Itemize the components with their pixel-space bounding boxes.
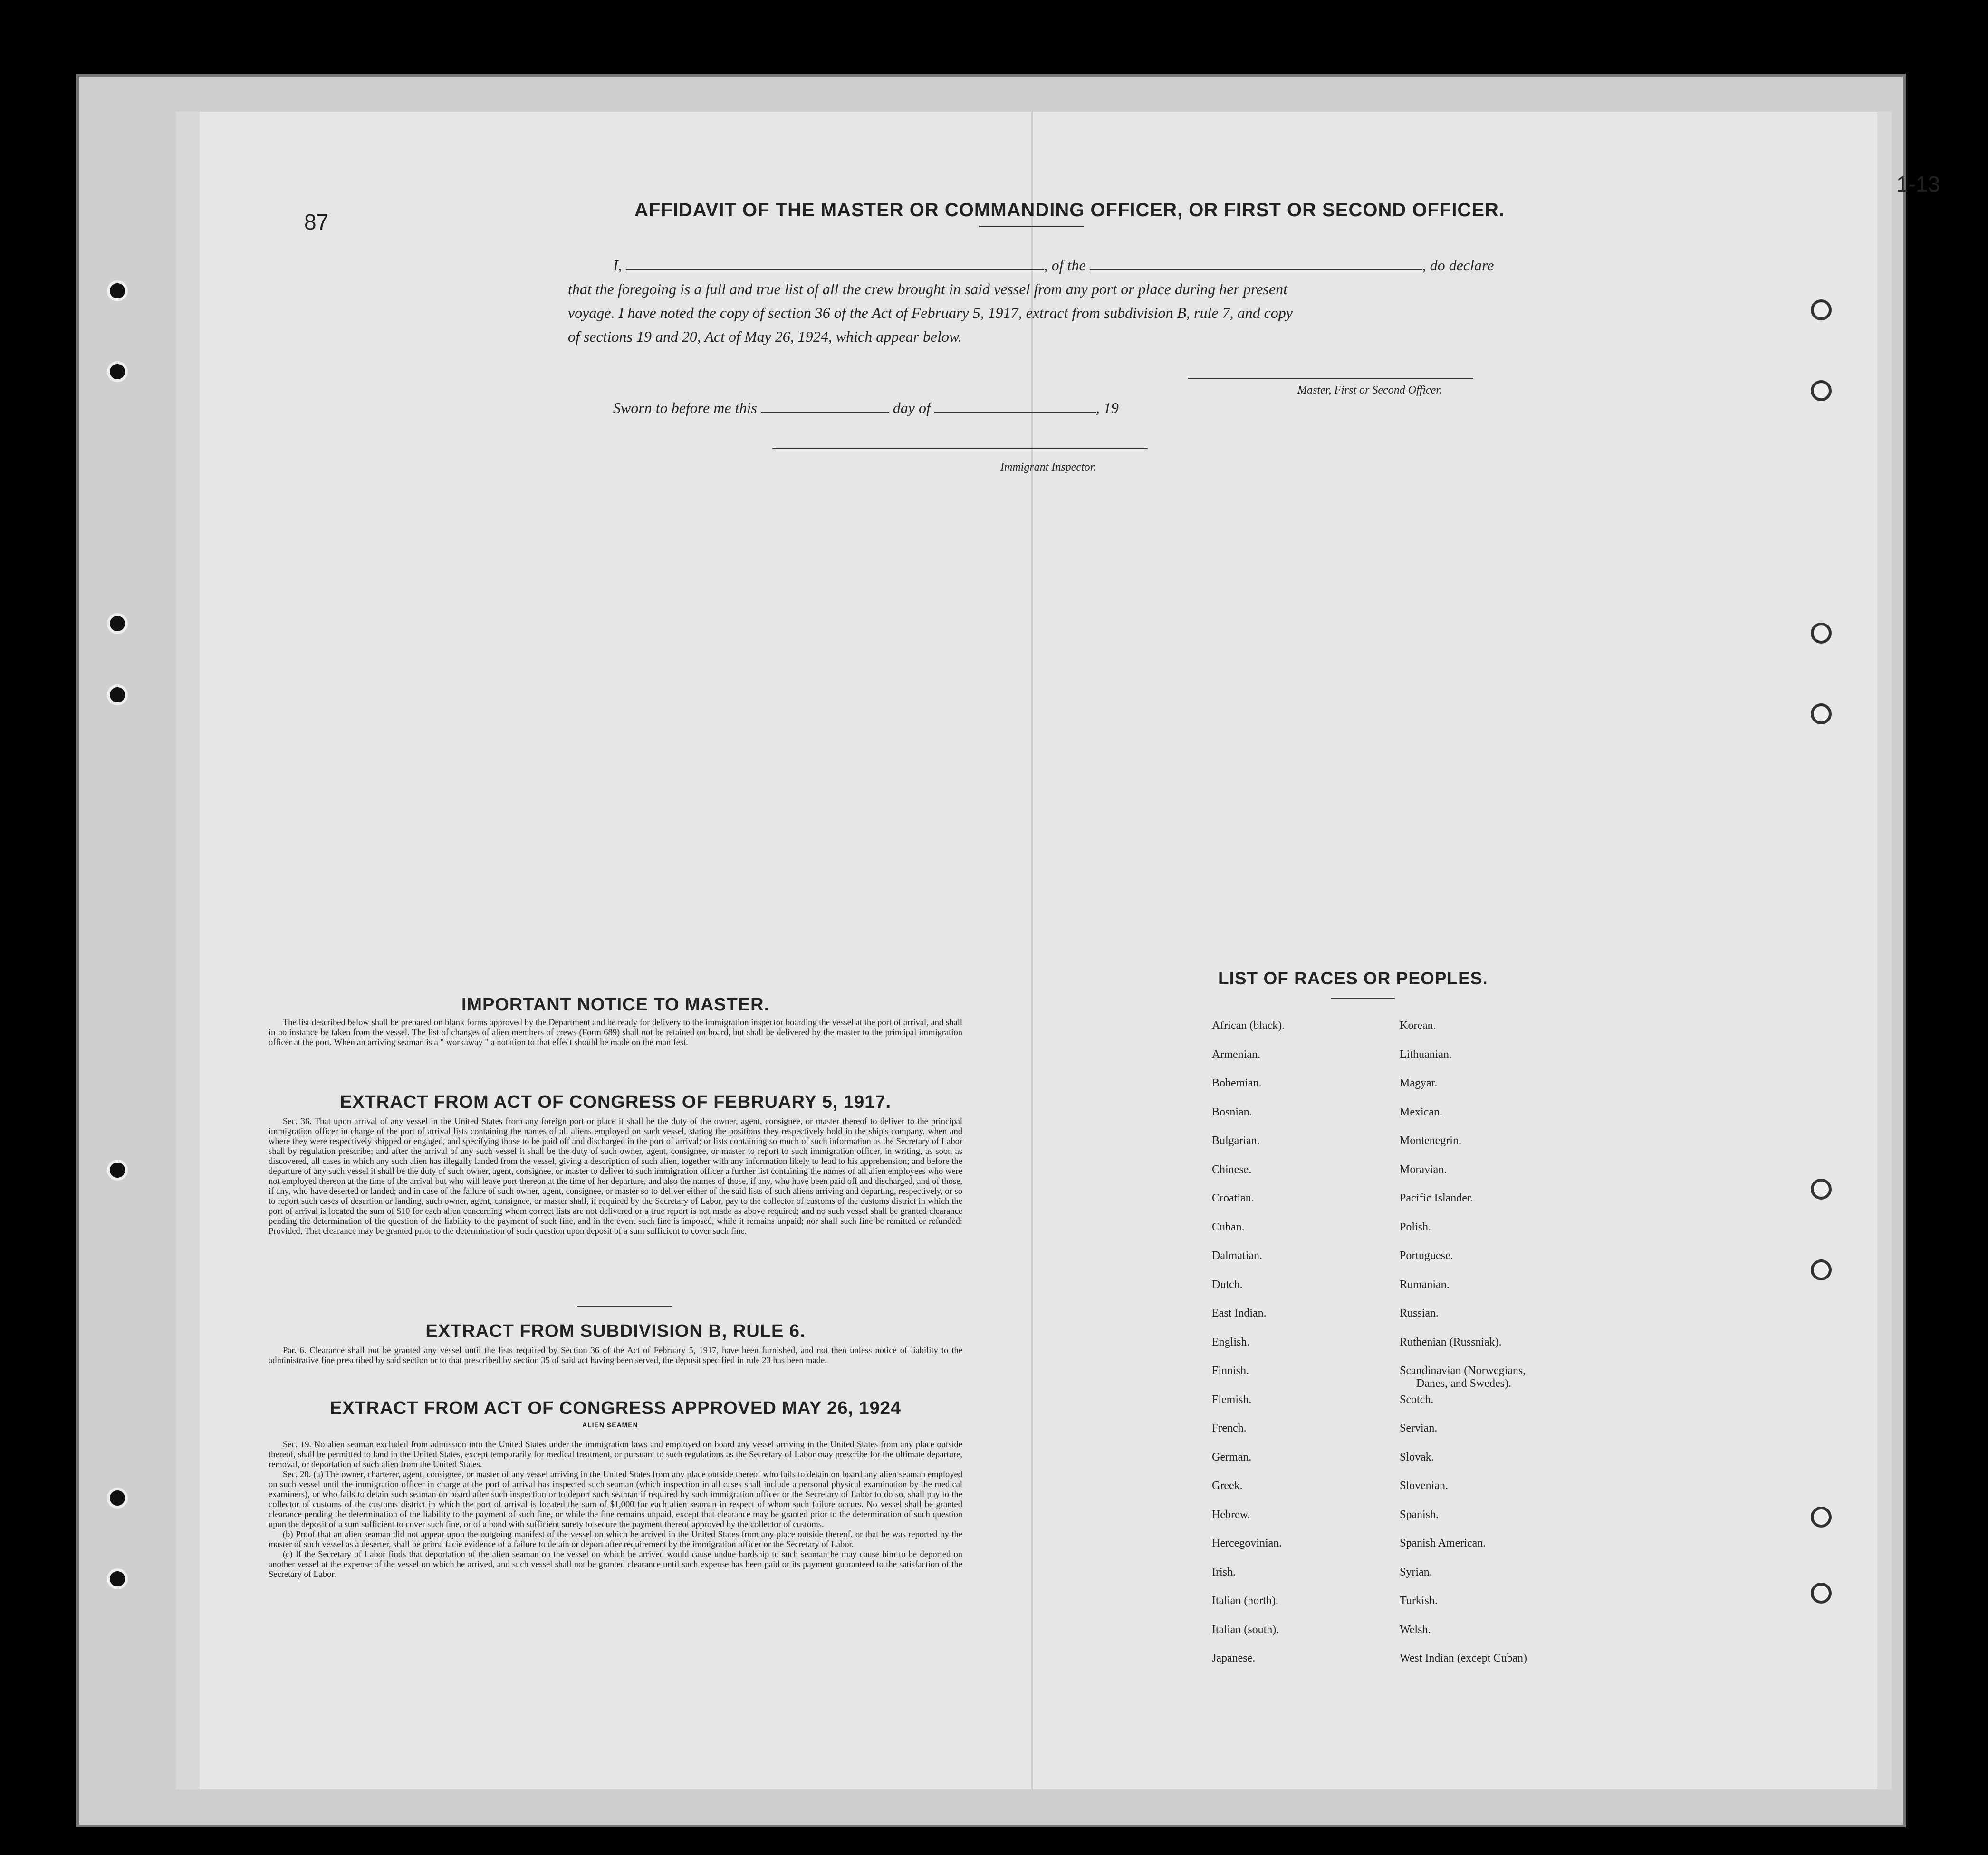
affidavit-line-4: of sections 19 and 20, Act of May 26, 1924, which appear below.	[568, 328, 962, 345]
extract-rule6-title: EXTRACT FROM SUBDIVISION B, RULE 6.	[425, 1321, 806, 1341]
section-20c-paragraph: (c) If the Secretary of Labor finds that deportation of the alien seaman on the vessel on which he arrived would cause undue hardship to such seaman he may cause him to be deported on another vessel at the expense of the vessel on which he arrived, and such vessel shall not be granted clearance until such expense has been paid or its payment guaranteed to the satisfaction of the Secretary of Labor.	[269, 1550, 962, 1579]
extract-rule6-text	[269, 1346, 962, 1366]
race-item: Bulgarian.	[1212, 1134, 1260, 1147]
affidavit-title: AFFIDAVIT OF THE MASTER OR COMMANDING OFFICER, OR FIRST OR SECOND OFFICER.	[634, 200, 1505, 221]
extract-1917-title: EXTRACT FROM ACT OF CONGRESS OF FEBRUARY 5, 1917.	[339, 1092, 892, 1112]
binder-hole	[1811, 623, 1832, 644]
binder-hole	[1811, 1179, 1832, 1200]
section-rule	[577, 1306, 672, 1307]
race-item: Magyar.	[1400, 1077, 1438, 1089]
race-item: English.	[1212, 1336, 1250, 1348]
binder-hole	[1811, 1507, 1832, 1528]
race-item: Hebrew.	[1212, 1508, 1250, 1521]
race-item: Mexican.	[1400, 1105, 1442, 1118]
title-rule	[979, 226, 1084, 227]
race-item: Rumanian.	[1400, 1278, 1450, 1291]
affidavit-line-3: voyage. I have noted the copy of section 36 of the Act of February 5, 1917, extract from subdivision B, rule 7, and copy	[568, 304, 1293, 321]
notice-text	[269, 1018, 962, 1048]
affidavit-of-the-label: , of the	[1044, 257, 1086, 274]
race-item: Greek.	[1212, 1480, 1243, 1492]
handwritten-page-number: 87	[304, 210, 329, 234]
race-item: Scandinavian (Norwegians,	[1400, 1365, 1526, 1377]
race-item: Spanish.	[1400, 1508, 1439, 1521]
binder-hole	[107, 1488, 128, 1509]
race-item: Dutch.	[1212, 1278, 1243, 1291]
sworn-year-label: , 19	[1095, 399, 1119, 416]
inspector-caption: Immigrant Inspector.	[1000, 461, 1096, 473]
binder-hole	[1811, 1259, 1832, 1280]
notice-title: IMPORTANT NOTICE TO MASTER.	[461, 995, 770, 1015]
races-title-rule	[1331, 998, 1395, 999]
race-item: Italian (south).	[1212, 1623, 1279, 1636]
races-title: LIST OF RACES OR PEOPLES.	[1218, 969, 1488, 988]
race-item: Montenegrin.	[1400, 1134, 1461, 1147]
extract-1917-text	[269, 1117, 962, 1237]
race-item: German.	[1212, 1451, 1252, 1463]
affidavit-line-1	[613, 257, 1494, 274]
race-item: East Indian.	[1212, 1307, 1267, 1319]
binder-hole	[107, 1160, 128, 1181]
binder-hole	[1811, 703, 1832, 724]
extract-1924-title: EXTRACT FROM ACT OF CONGRESS APPROVED MAY 26, 1924	[329, 1398, 902, 1418]
section-36-paragraph: Sec. 36. That upon arrival of any vessel in the United States from any foreign port or place it shall be the duty of the owner, agent, consignee, or master thereof to deliver to the principal immigration officer in charge of the port of arrival lists containing the names of all aliens employed on such vessel, stating the positions they respectively hold in the ship's company, when and where they were respectively shipped or engaged, and specifying those to be paid off and discharged in the port of arrival; or lists containing so much of such information as the Secretary of Labor shall by regulation prescribe; and after the arrival of any such vessel it shall be the duty of such owner, agent, consignee, or master to report to such immigration officer, in writing, as soon as discovered, all cases in which any such alien has illegally landed from the vessel, giving a description of such alien, together with any information likely to lead to his apprehension; and before the departure of any such vessel it shall be the duty of such owner, agent, consignee, or master to deliver to such immigration officer a further list containing the names of all alien employees who were not employed thereon at the time of the arrival but who will leave port thereon at the time of her departure, and also the names of those, if any, who have been paid off and discharged, and of those, if any, who have deserted or landed; and in case of the failure of such owner, agent, consignee, or master so to deliver either of the said lists of such aliens arriving and departing, respectively, or so to report such cases of desertion or landing, such owner, agent, consignee, or master shall, if required by the Secretary of Labor, pay to the collector of customs of the customs district in which the port of arrival is located the sum of $10 for each alien concerning whom correct lists are not delivered or a true report is not made as above required; and no such vessel shall be granted clearance pending the determination of the question of the liability to the payment of such fine, and in the event such fine is imposed, while it remains unpaid; nor shall such fine be remitted or refunded: Provided, That clearance may be granted prior to the determination of such question upon deposit of a sum sufficient to cover such fine.	[269, 1117, 962, 1236]
race-item: Pacific Islander.	[1400, 1192, 1473, 1204]
race-item: Flemish.	[1212, 1393, 1252, 1406]
race-item: Danes, and Swedes).	[1416, 1377, 1511, 1390]
race-item: Italian (north).	[1212, 1595, 1278, 1607]
race-item: Cuban.	[1212, 1221, 1245, 1233]
master-signature-line[interactable]	[1188, 378, 1473, 379]
race-item: Welsh.	[1400, 1623, 1431, 1636]
binder-hole	[107, 361, 128, 382]
race-item: West Indian (except Cuban)	[1400, 1652, 1527, 1664]
sworn-day-blank[interactable]	[761, 401, 889, 413]
race-item: Hercegovinian.	[1212, 1537, 1282, 1549]
binder-hole	[107, 280, 128, 301]
affidavit-line-2: that the foregoing is a full and true list of all the crew brought in said vessel from any port or place during her present	[568, 280, 1287, 298]
binder-hole	[107, 684, 128, 705]
sworn-prefix: Sworn to before me this	[613, 399, 757, 416]
race-item: Polish.	[1400, 1221, 1431, 1233]
race-item: Russian.	[1400, 1307, 1439, 1319]
handwritten-folio-number: 1-13	[1896, 172, 1940, 196]
race-item: Japanese.	[1212, 1652, 1256, 1664]
race-item: Slovak.	[1400, 1451, 1434, 1463]
race-item: Bohemian.	[1212, 1077, 1262, 1089]
alien-seamen-caption: ALIEN SEAMEN	[582, 1421, 638, 1429]
sworn-day-label: day of	[893, 399, 931, 416]
race-item: Moravian.	[1400, 1163, 1447, 1176]
notice-paragraph: The list described below shall be prepared on blank forms approved by the Department and be ready for delivery to the immigration inspector boarding the vessel at the port of arrival, and shall in no instance be taken from the vessel. The list of changes of alien members of crews (Form 689) shall not be retained on board, but shall be delivered by the master to the principal immigration officer at the port. When an arriving seaman is a " workaway " a notation to that effect should be made on the manifest.	[269, 1018, 962, 1048]
affidavit-i-label: I,	[613, 257, 622, 274]
binder-hole	[107, 1568, 128, 1589]
binder-hole	[1811, 1583, 1832, 1604]
sworn-line	[613, 399, 1119, 417]
race-item: African (black).	[1212, 1019, 1285, 1032]
officer-name-blank[interactable]	[626, 258, 1044, 270]
race-item: Turkish.	[1400, 1595, 1438, 1607]
race-item: Ruthenian (Russniak).	[1400, 1336, 1502, 1348]
race-item: Scotch.	[1400, 1393, 1434, 1406]
section-19-paragraph: Sec. 19. No alien seaman excluded from admission into the United States under the immigration laws and employed on board any vessel arriving in the United States from any place outside thereof, shall be permitted to land in the United States, except temporarily for medical treatment, or pursuant to such regulations as the Secretary of Labor may prescribe for the ultimate departure, removal, or deportation of such alien from the United States.	[269, 1440, 962, 1470]
binder-hole	[107, 613, 128, 634]
binder-hole	[1811, 299, 1832, 320]
master-caption: Master, First or Second Officer.	[1297, 384, 1442, 396]
vessel-name-blank[interactable]	[1090, 258, 1422, 270]
race-item: Lithuanian.	[1400, 1048, 1452, 1061]
race-item: Spanish American.	[1400, 1537, 1486, 1549]
extract-1924-text	[269, 1440, 962, 1580]
race-item: Irish.	[1212, 1566, 1236, 1578]
race-item: Korean.	[1400, 1019, 1436, 1032]
binder-hole	[1811, 380, 1832, 401]
page-fold	[1031, 112, 1033, 1789]
race-item: Portuguese.	[1400, 1249, 1453, 1262]
race-item: Finnish.	[1212, 1365, 1249, 1377]
race-item: Bosnian.	[1212, 1105, 1252, 1118]
sworn-month-blank[interactable]	[934, 401, 1096, 413]
race-item: Armenian.	[1212, 1048, 1260, 1061]
race-item: Chinese.	[1212, 1163, 1252, 1176]
race-item: Syrian.	[1400, 1566, 1432, 1578]
race-item: French.	[1212, 1422, 1247, 1434]
section-20a-paragraph: Sec. 20. (a) The owner, charterer, agent, consignee, or master of any vessel arriving in the United States from any place outside thereof who fails to detain on board any alien seaman employed on such vessel until the immigration officer in charge at the port of arrival has inspected such seaman (which inspection in all cases shall include a personal physical examination by the medical examiners), or who fails to detain such seaman on board after such inspection or to deport such seaman if required by such immigration officer or the Secretary of Labor to do so, shall pay to the collector of customs of the customs district in which the port of arrival is located the sum of $1,000 for each alien seaman in respect of whom such failure occurs. No vessel shall be granted clearance pending the determination of the liability to the payment of such fine, or while the fine remains unpaid, except that clearance may be granted prior to the determination of such question upon the deposit of a sum sufficient to cover such fine, or of a bond with sufficient surety to secure the payment thereof approved by the collector of customs.	[269, 1470, 962, 1529]
rule-6-paragraph: Par. 6. Clearance shall not be granted any vessel until the lists required by Section 36 of the Act of February 5, 1917, have been furnished, and not then unless notice of liability to the administrative fine prescribed by said section or to that prescribed by section 35 of said act having been served, the deposit specified in rule 23 has been made.	[269, 1346, 962, 1365]
inspector-signature-line[interactable]	[772, 448, 1148, 449]
affidavit-declare-label: , do declare	[1422, 257, 1494, 274]
race-item: Croatian.	[1212, 1192, 1254, 1204]
race-item: Servian.	[1400, 1422, 1438, 1434]
race-item: Dalmatian.	[1212, 1249, 1262, 1262]
race-item: Slovenian.	[1400, 1480, 1448, 1492]
section-20b-paragraph: (b) Proof that an alien seaman did not appear upon the outgoing manifest of the vessel on which he arrived in the United States from any place outside thereof, or that he was reported by the master of such vessel as a deserter, shall be prima facie evidence of a failure to detain or deport after requirement by the immigration officer or the Secretary of Labor.	[269, 1530, 962, 1549]
